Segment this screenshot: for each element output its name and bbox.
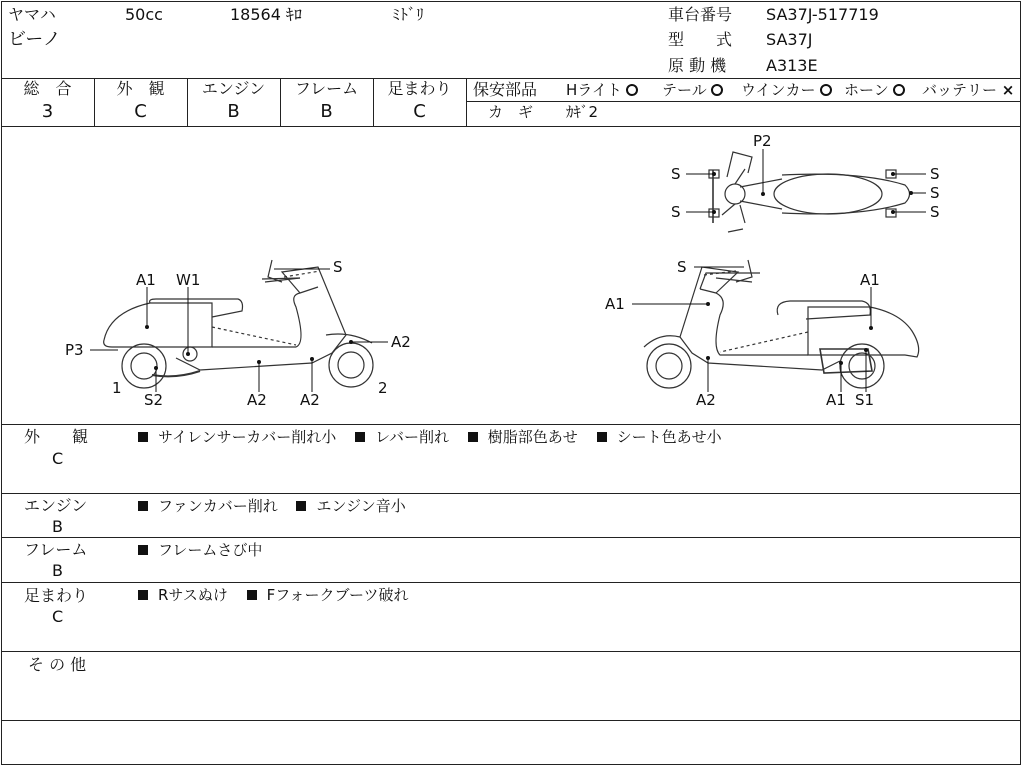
divider [1,537,1021,538]
defect-item: Fフォークブーツ破れ [266,586,409,604]
label-a1: A1 [136,271,156,289]
model-type-label: 型 式 [668,30,733,49]
horn-label: ホーン [844,81,889,99]
label-a1: A1 [826,391,846,409]
engine-type-label: 原 動 機 [668,56,727,75]
divider [1,582,1021,583]
battery-status [922,82,1014,99]
horn-status [844,82,905,99]
defect-item: シート色あせ小 [616,428,722,446]
defect-item: ファンカバー削れ [158,497,278,515]
suspension-grade-label: 足まわり [387,79,452,98]
remarks-other-label: そ の 他 [28,655,87,674]
tail-label: テール [662,81,707,99]
defect-item: エンジン音小 [316,497,406,515]
displacement: 50cc [125,5,163,24]
damage-diagram [0,127,1024,423]
model-name: ビーノ [8,29,61,50]
bullet-square-icon [597,432,607,442]
label-s: S [930,165,940,183]
remarks-suspension-grade: C [52,607,64,626]
ok-circle-icon [893,84,905,96]
divider [1,720,1021,721]
ok-circle-icon [711,84,723,96]
bullet-square-icon [138,590,148,600]
ok-circle-icon [820,84,832,96]
color: ﾐﾄﾞﾘ [392,5,425,24]
winker-status [741,82,832,99]
bullet-square-icon [355,432,365,442]
defect-points [145,172,913,370]
defect-item: レバー削れ [375,428,450,446]
label-s: S [671,165,681,183]
exterior-grade-label: 外 観 [116,79,165,98]
label-a2: A2 [300,391,320,409]
engine-defects [136,498,418,515]
bullet-square-icon [138,432,148,442]
safety-parts-label: 保安部品 [473,80,538,99]
frame-defects [136,542,274,559]
divider [1,493,1021,494]
defect-item: Rサスぬけ [158,586,228,604]
bullet-square-icon [247,590,257,600]
divider [467,101,1021,102]
overall-grade-label: 総 合 [23,79,72,98]
label-s: S [333,258,343,276]
divider [1,424,1021,425]
label-1: 1 [112,379,122,397]
remarks-suspension-label: 足まわり [24,586,89,605]
divider [1,651,1021,652]
defect-item: サイレンサーカバー削れ小 [158,428,337,446]
label-p3: P3 [65,341,84,359]
exterior-defects [136,429,734,446]
label-w1: W1 [176,271,201,289]
remarks-exterior-label: 外 観 [24,427,89,446]
key-value: ｶｷﾞ2 [566,103,599,121]
label-p2: P2 [753,132,772,150]
engine-grade-value: B [227,101,240,122]
remarks-frame-grade: B [52,561,63,580]
frame-grade-label: フレーム [294,79,359,98]
remarks-engine-label: エンジン [24,496,88,515]
bullet-square-icon [468,432,478,442]
frame-number-value: SA37J-517719 [766,5,879,24]
scooter-top-view [709,152,910,232]
key-label: カ ギ [488,103,534,121]
exterior-grade-value: C [134,101,147,122]
headlight-status [566,82,638,99]
engine-grade-label: エンジン [201,79,266,98]
tail-status [662,82,723,99]
remarks-frame-label: フレーム [24,540,88,559]
ok-circle-icon [626,84,638,96]
label-a1: A1 [860,271,880,289]
label-a2: A2 [391,333,411,351]
frame-grade-value: B [320,101,333,122]
bullet-square-icon [138,545,148,555]
engine-type-value: A313E [766,56,818,75]
bullet-square-icon [138,501,148,511]
suspension-defects [136,587,420,604]
label-s: S [677,258,687,276]
label-a2: A2 [696,391,716,409]
label-a1: A1 [605,295,625,313]
frame-number-label: 車台番号 [668,5,733,24]
defect-item: フレームさび中 [158,541,263,559]
winker-label: ウインカー [741,81,816,99]
headlight-label: Hライト [566,81,622,99]
maker: ヤマハ [8,5,56,24]
bullet-square-icon [296,501,306,511]
label-s: S [930,184,940,202]
remarks-exterior-grade: C [52,449,64,468]
battery-label: バッテリー [922,81,998,99]
battery-mark: × [1001,81,1015,99]
suspension-grade-value: C [413,101,426,122]
mileage: 18564 ｷﾛ [230,5,302,24]
label-s1: S1 [855,391,875,409]
label-s: S [671,203,681,221]
divider [466,78,467,126]
model-type-value: SA37J [766,30,813,49]
defect-item: 樹脂部色あせ [487,428,578,446]
label-2: 2 [378,379,388,397]
label-s2: S2 [144,391,164,409]
overall-grade-value: 3 [41,101,54,122]
label-a2: A2 [247,391,267,409]
label-s: S [930,203,940,221]
remarks-engine-grade: B [52,517,63,536]
